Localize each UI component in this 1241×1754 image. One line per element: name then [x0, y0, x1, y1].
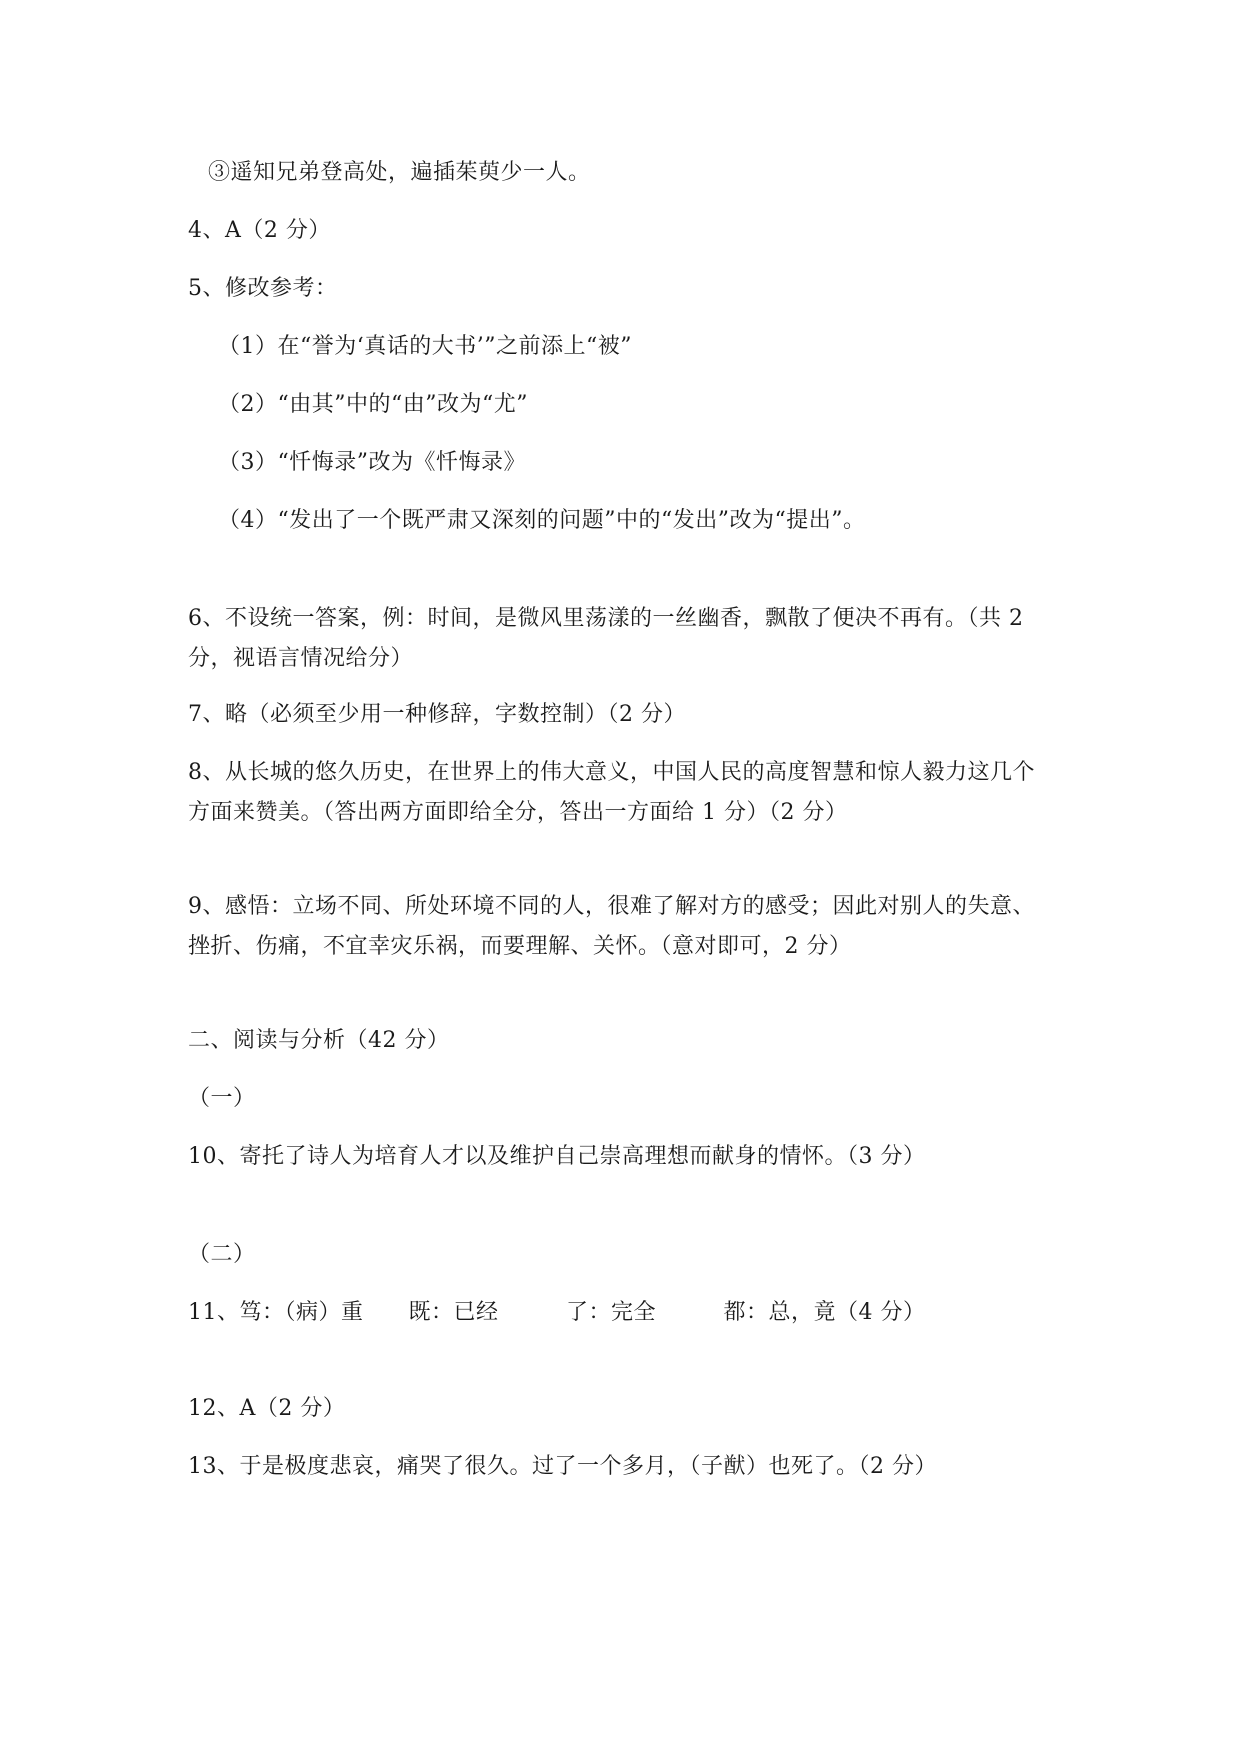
answer-5-item-2: （2）“由其”中的“由”改为“尤”	[218, 392, 528, 417]
answer-7: 7、略（必须至少用一种修辞，字数控制）（2 分）	[188, 702, 686, 727]
section-2-heading: 二、阅读与分析（42 分）	[188, 1028, 450, 1053]
answer-8-line-2: 方面来赞美。（答出两方面即给全分，答出一方面给 1 分）（2 分）	[188, 800, 848, 825]
poem-line-3: ③遥知兄弟登高处，遍插茱萸少一人。	[208, 160, 591, 185]
answer-5-item-1: （1）在“誉为‘真话的大书’”之前添上“被”	[218, 334, 632, 359]
answer-8-line-1: 8、从长城的悠久历史，在世界上的伟大意义，中国人民的高度智慧和惊人毅力这几个	[188, 760, 1035, 785]
answer-6-line-2: 分，视语言情况给分）	[188, 646, 414, 671]
answer-5-item-4: （4）“发出了一个既严肃又深刻的问题”中的“发出”改为“提出”。	[218, 508, 866, 533]
answer-12: 12、A（2 分）	[188, 1396, 346, 1421]
answer-11: 11、笃：（病）重 既：已经 了：完全 都：总，竟（4 分）	[188, 1300, 926, 1325]
subsection-1-heading: （一）	[188, 1086, 256, 1111]
answer-10: 10、寄托了诗人为培育人才以及维护自己崇高理想而献身的情怀。（3 分）	[188, 1144, 926, 1169]
subsection-2-heading: （二）	[188, 1242, 256, 1267]
answer-9-line-1: 9、感悟：立场不同、所处环境不同的人，很难了解对方的感受；因此对别人的失意、	[188, 894, 1035, 919]
answer-5-heading: 5、修改参考：	[188, 276, 338, 301]
answer-5-item-3: （3）“忏悔录”改为《忏悔录》	[218, 450, 526, 475]
answer-6-line-1: 6、不设统一答案，例：时间，是微风里荡漾的一丝幽香，飘散了便决不再有。（共 2	[188, 606, 1024, 631]
answer-9-line-2: 挫折、伤痛，不宜幸灾乐祸，而要理解、关怀。（意对即可，2 分）	[188, 934, 852, 959]
answer-13: 13、于是极度悲哀，痛哭了很久。过了一个多月，（子猷）也死了。（2 分）	[188, 1454, 937, 1479]
answer-4: 4、A（2 分）	[188, 218, 331, 243]
